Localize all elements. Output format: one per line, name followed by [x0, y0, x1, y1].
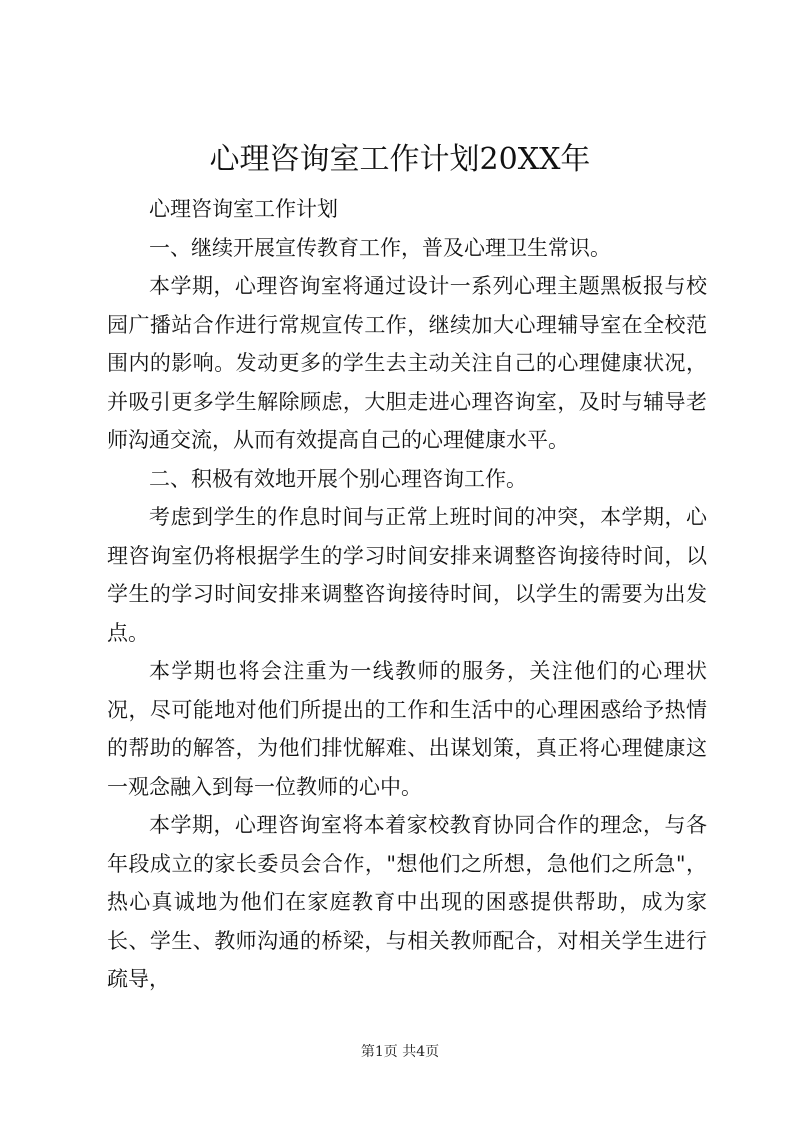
paragraph-section-heading-1: 一、继续开展宣传教育工作，普及心理卫生常识。 — [149, 235, 611, 260]
paragraph-section-heading-2: 二、积极有效地开展个别心理咨询工作。 — [149, 466, 527, 491]
paragraph-body: 本学期，心理咨询室将本着家校教育协同合作的理念，与各年段成立的家长委员会合作，"想他们之所想，急他们之所急"，热心真诚地为他们在家庭教育中出现的困惑提供帮助，成为家长、学生、教师沟通的桥梁，与相关教师配合，对相关学生进行疏导， — [107, 813, 707, 991]
paragraph-body: 考虑到学生的作息时间与正常上班时间的冲突，本学期，心理咨询室仍将根据学生的学习时间安排来调整咨询接待时间，以学生的学习时间安排来调整咨询接待时间，以学生的需要为出发点。 — [107, 505, 707, 645]
paragraph-subtitle: 心理咨询室工作计划 — [149, 197, 338, 221]
document-body — [107, 190, 707, 999]
page-title: 心理咨询室工作计划20XX年 — [209, 142, 591, 177]
page-footer: 第1页 共4页 — [360, 1044, 440, 1060]
paragraph-body: 本学期也将会注重为一线教师的服务，关注他们的心理状况，尽可能地对他们所提出的工作和生活中的心理困惑给予热情的帮助的解答，为他们排忧解难、出谋划策，真正将心理健康这一观念融入到每一位教师的心中。 — [107, 659, 707, 799]
paragraph-body: 本学期，心理咨询室将通过设计一系列心理主题黑板报与校园广播站合作进行常规宣传工作，继续加大心理辅导室在全校范围内的影响。发动更多的学生去主动关注自己的心理健康状况，并吸引更多学生解除顾虑，大胆走进心理咨询室，及时与辅导老师沟通交流，从而有效提高自己的心理健康水平。 — [107, 274, 707, 452]
